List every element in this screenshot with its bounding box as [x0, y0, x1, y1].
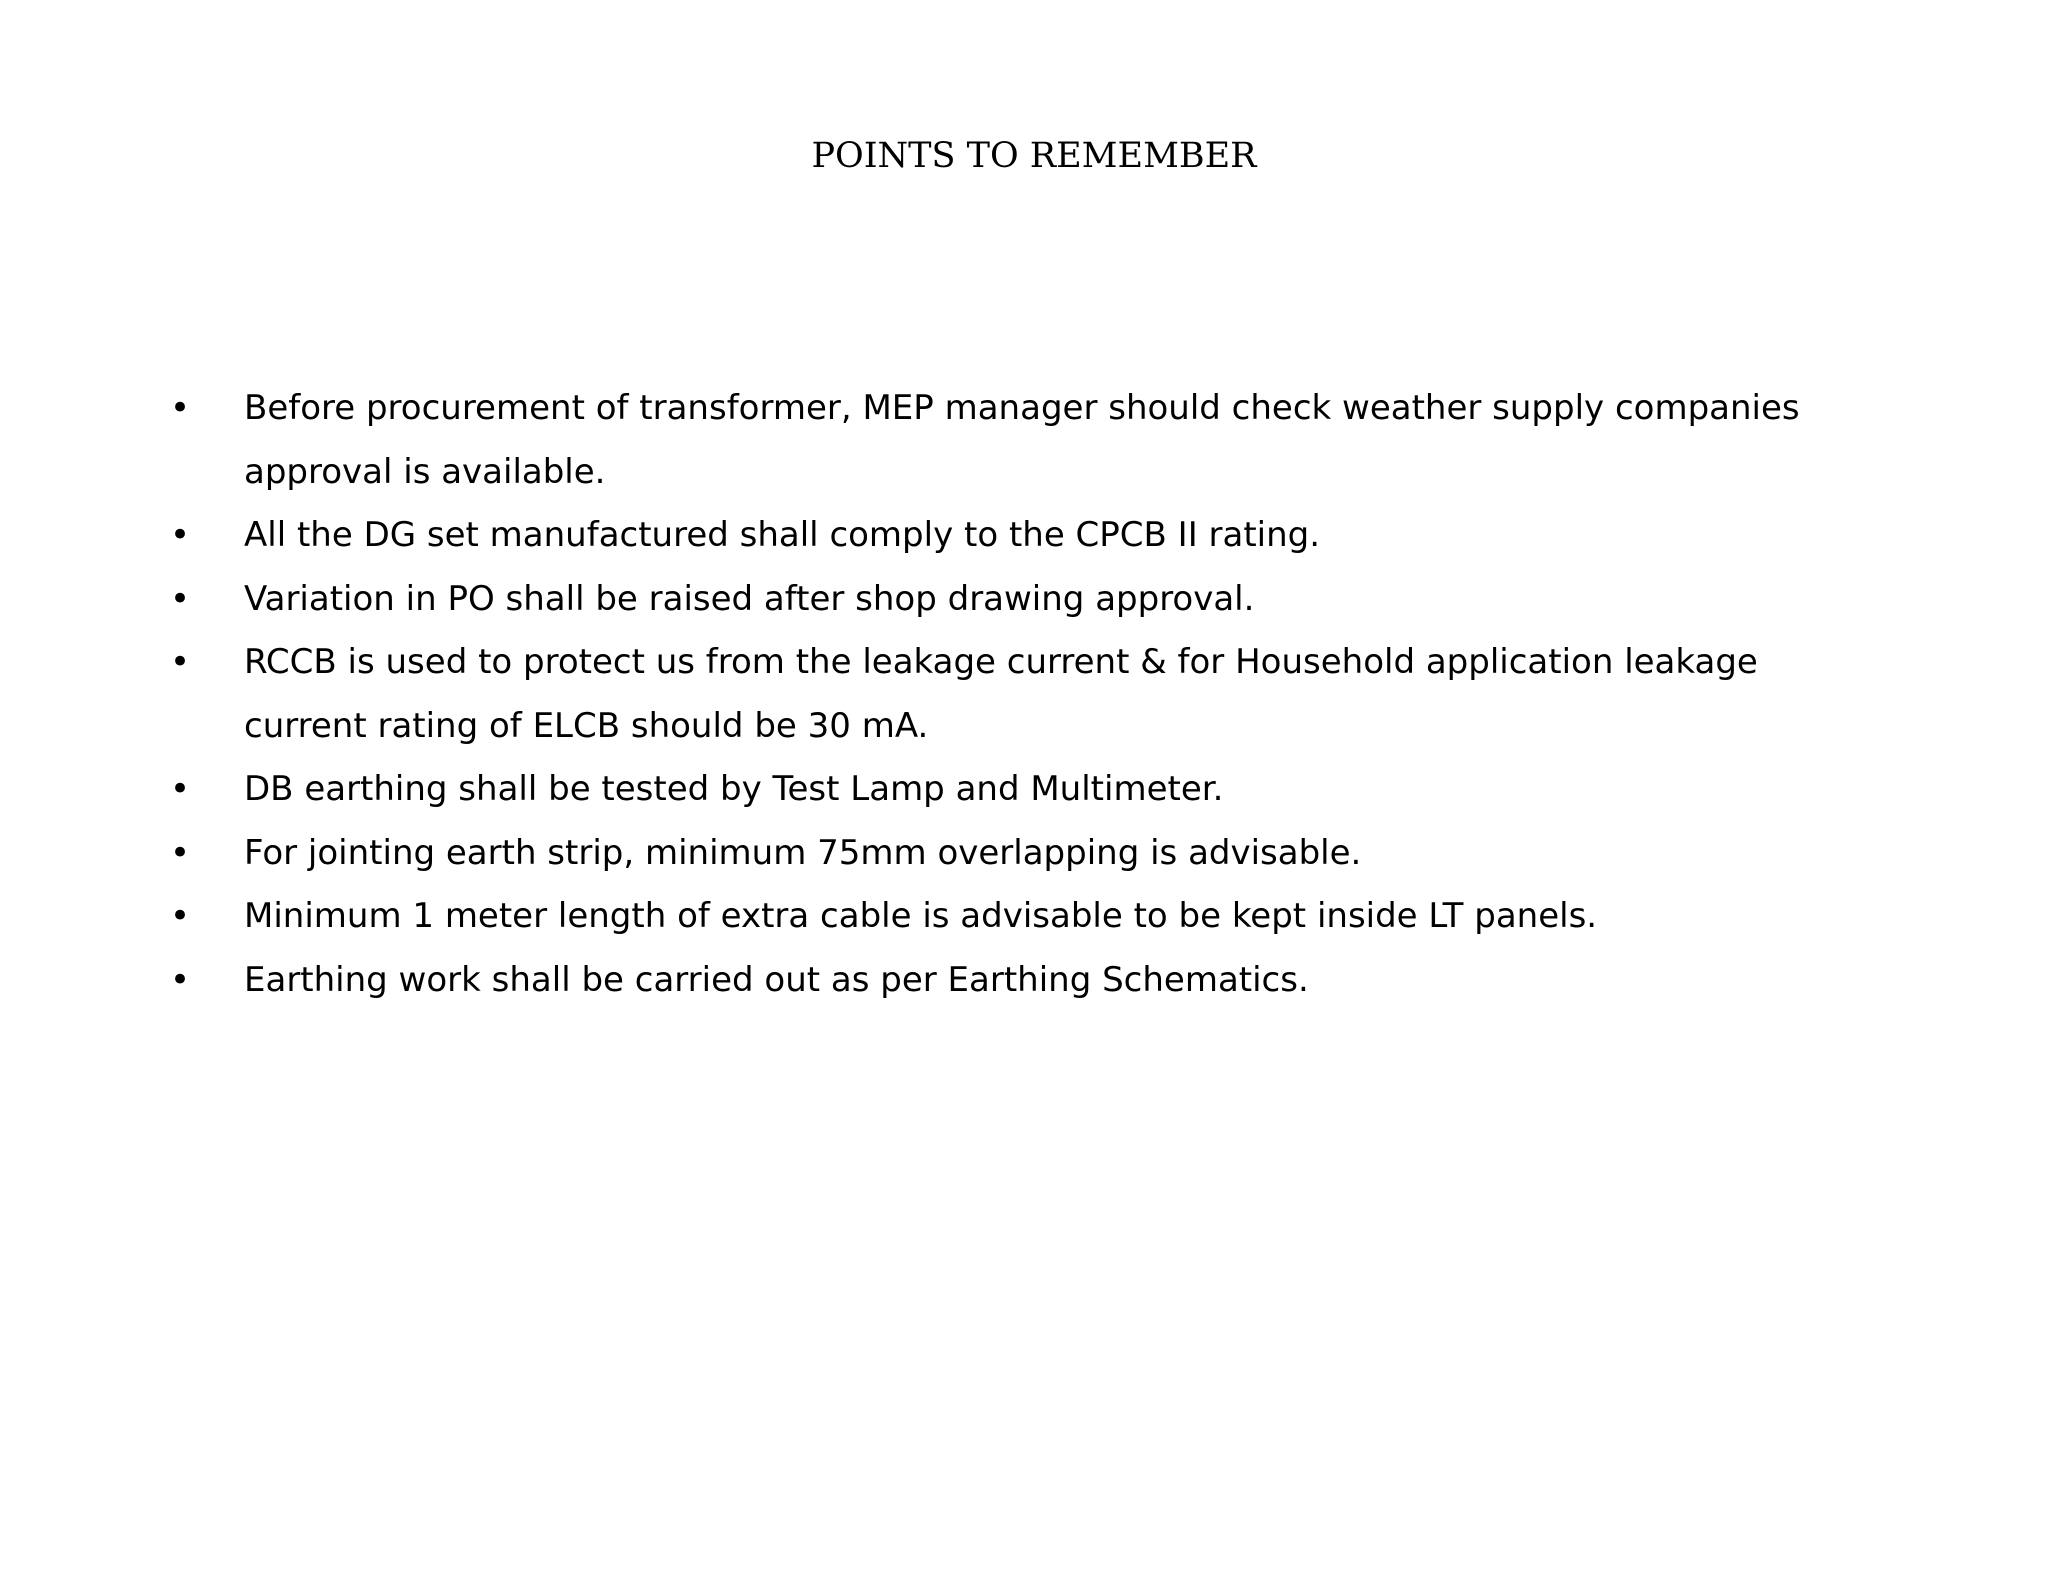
point-text: Earthing work shall be carried out as per Earthing Schematics. [244, 959, 1309, 1000]
point-text: All the DG set manufactured shall comply to the CPCB II rating. [244, 515, 1321, 555]
points-list [170, 377, 1870, 1012]
bullet-icon: • [170, 388, 191, 428]
list-item [170, 631, 1870, 758]
point-text: Minimum 1 meter length of extra cable is advisable to be kept inside LT panels. [244, 896, 1598, 936]
point-text: Variation in PO shall be raised after shop drawing approval. [244, 578, 1255, 619]
list-item [170, 568, 1870, 632]
list-item [170, 758, 1870, 822]
bullet-icon: • [170, 959, 191, 1000]
point-text: Before procurement of transformer, MEP manager should check weather supply companies approval is available. [244, 388, 1800, 492]
point-text: For jointing earth strip, minimum 75mm overlapping is advisable. [244, 832, 1362, 873]
point-text: DB earthing shall be tested by Test Lamp and Multimeter. [244, 769, 1224, 809]
list-item [170, 822, 1870, 886]
point-text: RCCB is used to protect us from the leakage current & for Household application leakage current rating of ELCB should be 30 mA. [244, 642, 1758, 746]
bullet-icon: • [170, 578, 191, 619]
bullet-icon: • [170, 642, 191, 682]
list-item [170, 949, 1870, 1013]
page-title: POINTS TO REMEMBER [811, 136, 1257, 176]
bullet-icon: • [170, 515, 191, 555]
bullet-icon: • [170, 769, 191, 809]
list-item [170, 377, 1870, 504]
list-item [170, 504, 1870, 568]
bullet-icon: • [170, 832, 191, 873]
list-item [170, 885, 1870, 949]
bullet-icon: • [170, 896, 191, 936]
